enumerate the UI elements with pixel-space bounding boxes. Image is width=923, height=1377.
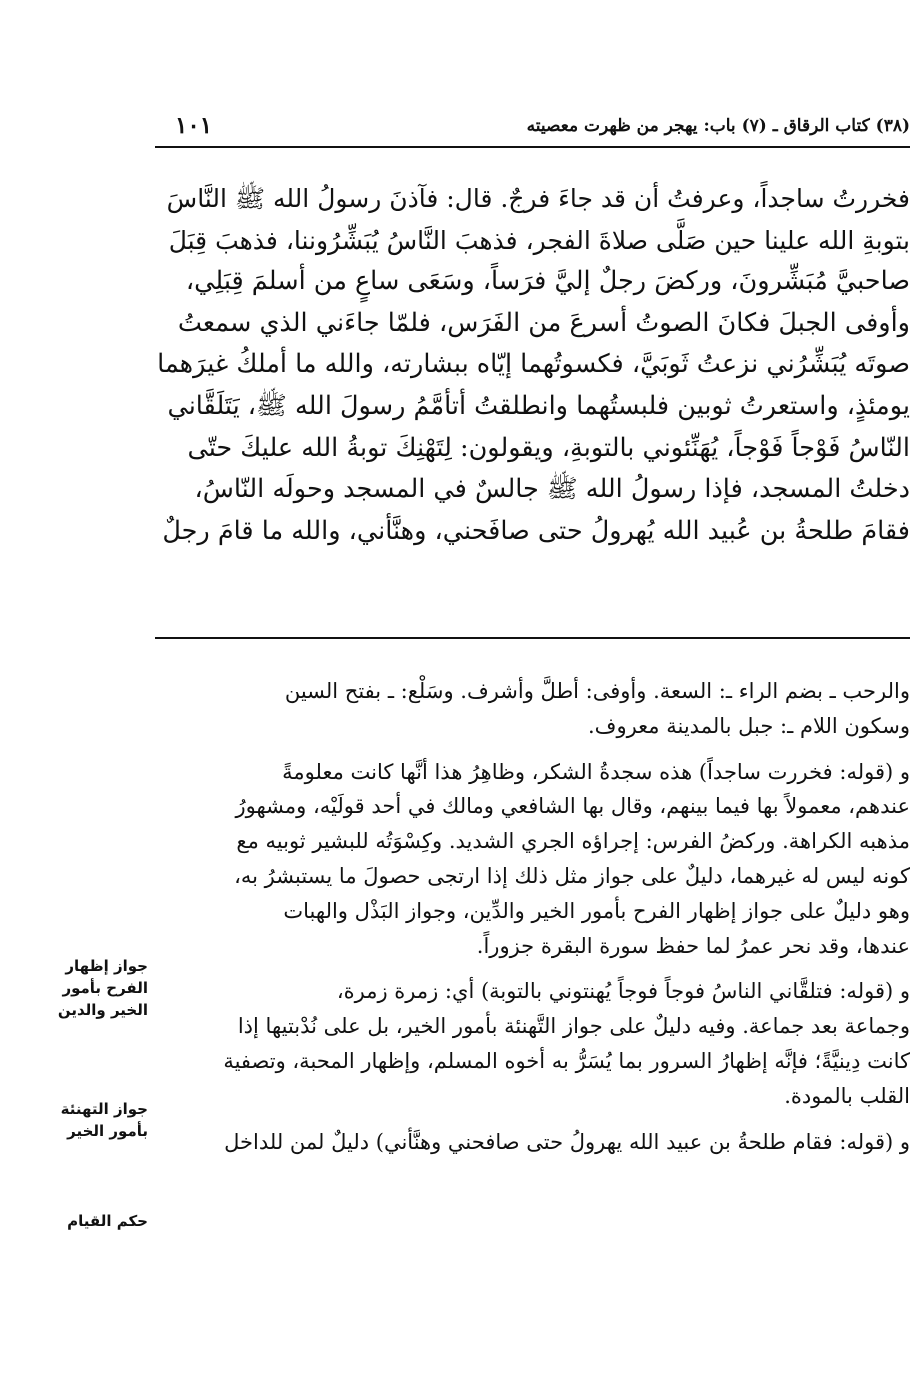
text-line: صوتَه يُبَشِّرُني نزعتُ ثَوبَيَّ، فكسوتُهما إيّاه ببشارته، والله ما أملكُ غيرَهما	[157, 349, 910, 380]
hadith-text	[155, 178, 910, 552]
commentary-line: عندهم، معمولاً بها فيما بينهم، وقال بها الشافعي ومالك في أحد قولَيْه، ومشهورُ	[235, 794, 910, 819]
commentary-line: وسكون اللام ـ: جبل بالمدينة معروف.	[588, 713, 910, 738]
commentary-line: وجماعة بعد جماعة. وفيه دليلٌ على جواز التَّهنئة بأمور الخير، بل على نُدْبتيها إذا	[237, 1014, 910, 1039]
text-line: فقامَ طلحةُ بن عُبيد الله يُهرولُ حتى صافَحني، وهنَّأني، والله ما قامَ رجلٌ	[162, 515, 910, 546]
text-line: صاحبيَّ مُبَشِّرونَ، وركضَ رجلٌ إليَّ فرَساً، وسَعَى ساعٍ من أسلمَ قِبَلِي،	[185, 266, 910, 297]
margin-note-line: جواز إظهار	[65, 957, 148, 975]
running-header	[155, 112, 910, 142]
margin-note-line: جواز التهنئة	[60, 1100, 148, 1118]
commentary-line: وهو دليلٌ على جواز إظهار الفرح بأمور الخير والدِّين، وجواز البَذْل والهبات	[283, 898, 910, 923]
text-line: بتوبةِ الله علينا حين صَلَّى صلاةَ الفجر، فذهبَ النَّاسُ يُبَشِّرُوننا، فذهبَ قِبَلَ	[168, 225, 910, 255]
margin-note	[8, 955, 148, 1021]
commentary-line: كونه ليس له غيرهما، دليلٌ على جواز مثل ذلك إذا ارتجى حصولَ ما يستبشرُ به،	[234, 863, 910, 888]
text-line: دخلتُ المسجد، فإذا رسولُ الله ﷺ جالسٌ في المسجد وحولَه النّاسُ،	[194, 474, 910, 505]
margin-note-line: الفرح بأمور	[62, 979, 148, 997]
text-line: وأوفى الجبلَ فكانَ الصوتُ أسرعَ من الفَرَس، فلمّا جاءَني الذي سمعتُ	[177, 307, 910, 338]
margin-note	[8, 1210, 148, 1232]
chapter-title: (٣٨) كتاب الرقاق ـ (٧) باب: يهجر من ظهرت معصيته	[526, 116, 910, 136]
commentary-line: والرحب ـ بضم الراء ـ: السعة. وأوفى: أطلَّ وأشرف. وسَلْع: ـ بفتح السين	[284, 679, 910, 703]
commentary-paragraph	[155, 1125, 910, 1160]
commentary-line: كانت دِينيَّةً؛ فإنَّه إظهارُ السرور بما يُسَرُّ به أخوه المسلم، وإظهار المحبة، وتصفية	[223, 1048, 910, 1073]
margin-note-line: حكم القيام	[67, 1212, 148, 1230]
commentary-line: و (قوله: فتلقَّاني الناسُ فوجاً فوجاً يُهنتوني بالتوبة) أي: زمرة زمرة،	[336, 979, 910, 1004]
text-line: يومئذٍ، واستعرتُ ثوبين فلبستُهما وانطلقتُ أتأمَّمُ رسولَ الله ﷺ، يَتَلَقَّاني	[167, 390, 910, 421]
commentary-line: و (قوله: فقام طلحةُ بن عبيد الله يهرولُ حتى صافحني وهنَّأني) دليلٌ لمن للداخل	[224, 1129, 910, 1154]
section-divider	[155, 637, 910, 639]
header-rule	[155, 146, 910, 148]
commentary-paragraph	[155, 674, 910, 744]
commentary-paragraph	[155, 974, 910, 1113]
text-line: فخررتُ ساجداً، وعرفتُ أن قد جاءَ فرجٌ. قال: فآذنَ رسولُ الله ﷺ النَّاسَ	[166, 184, 910, 213]
margin-note	[8, 1098, 148, 1142]
commentary	[155, 674, 910, 1170]
margin-note-line: بأمور الخير	[67, 1122, 148, 1140]
commentary-line: القلب بالمودة.	[784, 1083, 910, 1108]
page-number: ١٠١	[175, 112, 213, 139]
margin-note-line: الخير والدين	[57, 1001, 148, 1019]
commentary-line: مذهبه الكراهة. وركضُ الفرس: إجراؤه الجري الشديد. وكِسْوَتُه للبشير ثوبيه مع	[236, 829, 910, 854]
text-line: النّاسُ فَوْجاً فَوْجاً، يُهَنِّئوني بالتوبةِ، ويقولون: لِتَهْنِكَ توبةُ الله عليكَ حتّى	[187, 432, 910, 463]
commentary-line: و (قوله: فخررت ساجداً) هذه سجدةُ الشكر، وظاهِرُ هذا أنَّها كانت معلومةً	[282, 759, 910, 784]
commentary-line: عندها، وقد نحر عمرُ لما حفظ سورة البقرة جزوراً.	[476, 933, 910, 958]
commentary-paragraph	[155, 755, 910, 964]
